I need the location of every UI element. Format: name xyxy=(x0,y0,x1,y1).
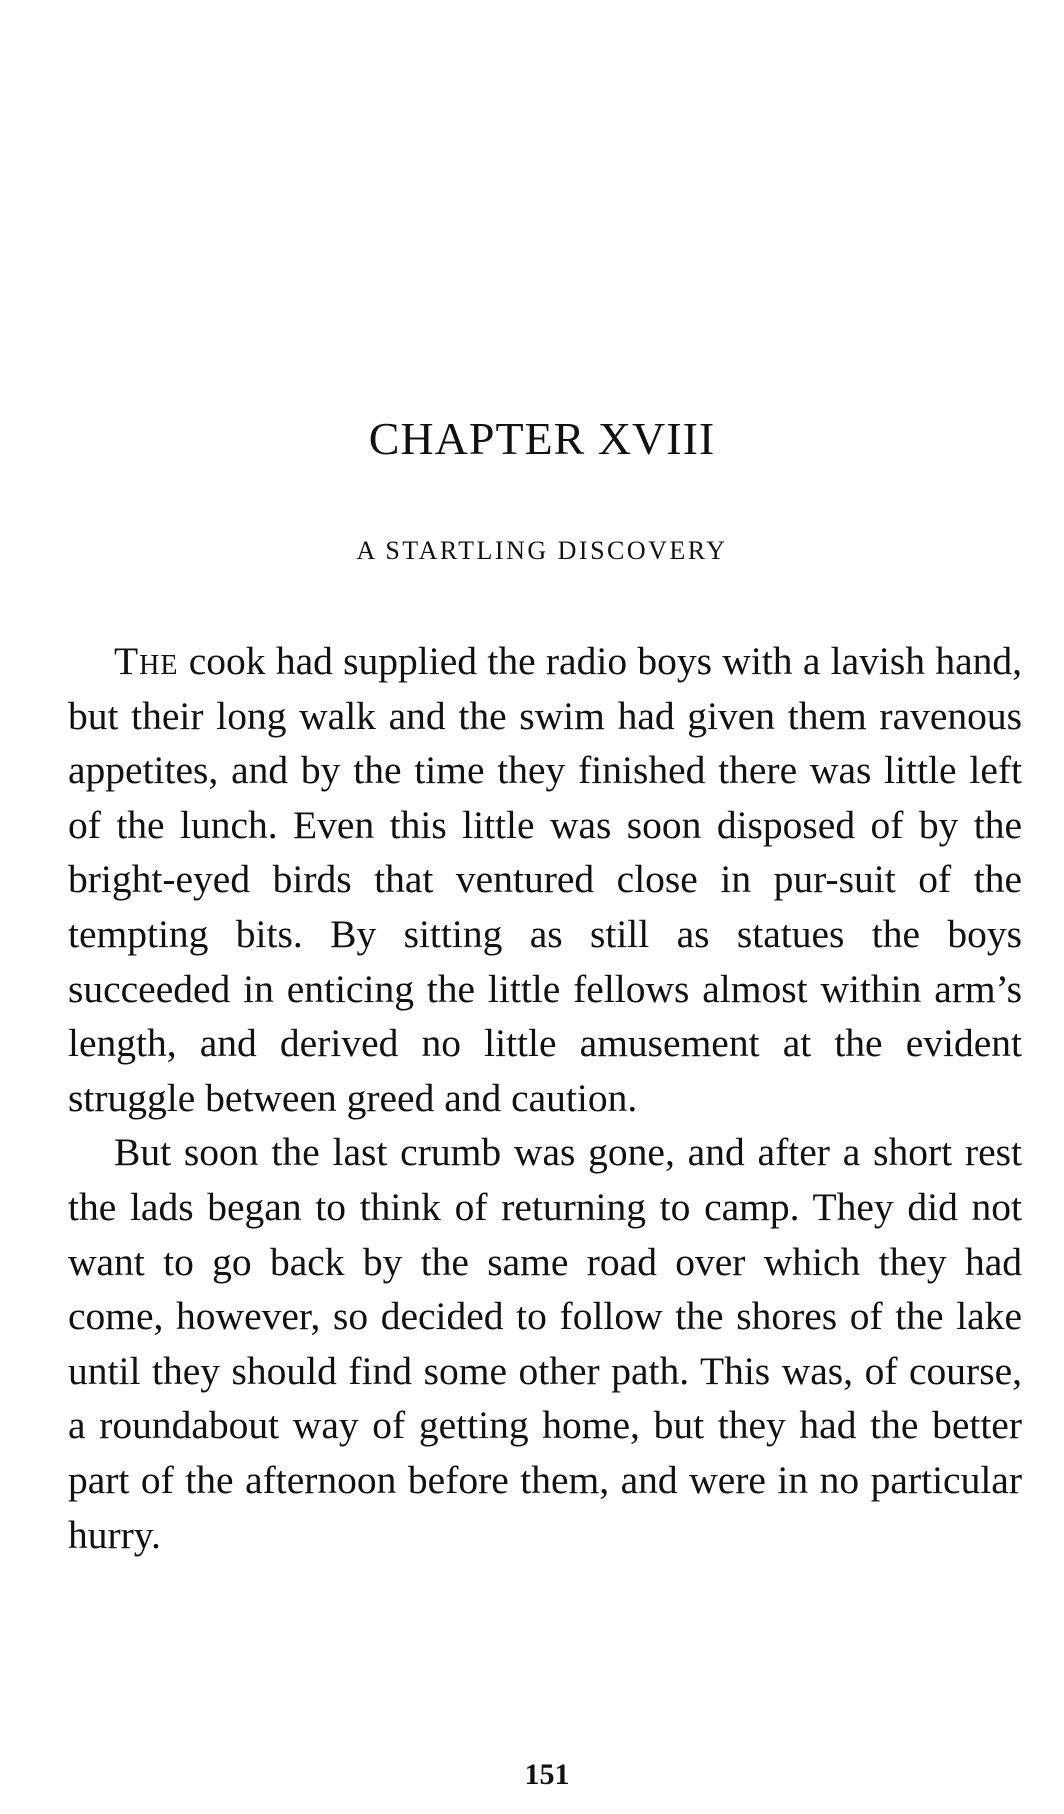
paragraph-text: cook had supplied the radio boys with a lavish hand, but their long walk and the swim had given them ravenous appetites, and by the time they finished there was little left of the lunch. Even this little was soon disposed of by the bright-eyed birds that ventured close in pur-suit of the tempting bits. By sitting as still as statues the boys succeeded in enticing the little fellows almost within arm’s length, and derived no little amusement at the evident struggle between greed and caution. xyxy=(68,639,1022,1120)
paragraph-2 xyxy=(68,1125,1022,1562)
paragraph-text: But soon the last crumb was gone, and after a short rest the lads began to think of returning to camp. They did not want to go back by the same road over which they had come, however, so decided to follow the shores of the lake until they should find some other path. This was, of course, a roundabout way of getting home, but they had the better part of the afternoon before them, and were in no particular hurry. xyxy=(68,1130,1022,1557)
paragraph-1 xyxy=(68,634,1022,1125)
chapter-subtitle: A STARTLING DISCOVERY xyxy=(356,536,728,565)
chapter-title: CHAPTER XVIII xyxy=(368,413,716,464)
page-number: 151 xyxy=(524,1758,570,1791)
paragraph-lead-word: The xyxy=(114,639,179,683)
body-text xyxy=(68,634,1022,1562)
